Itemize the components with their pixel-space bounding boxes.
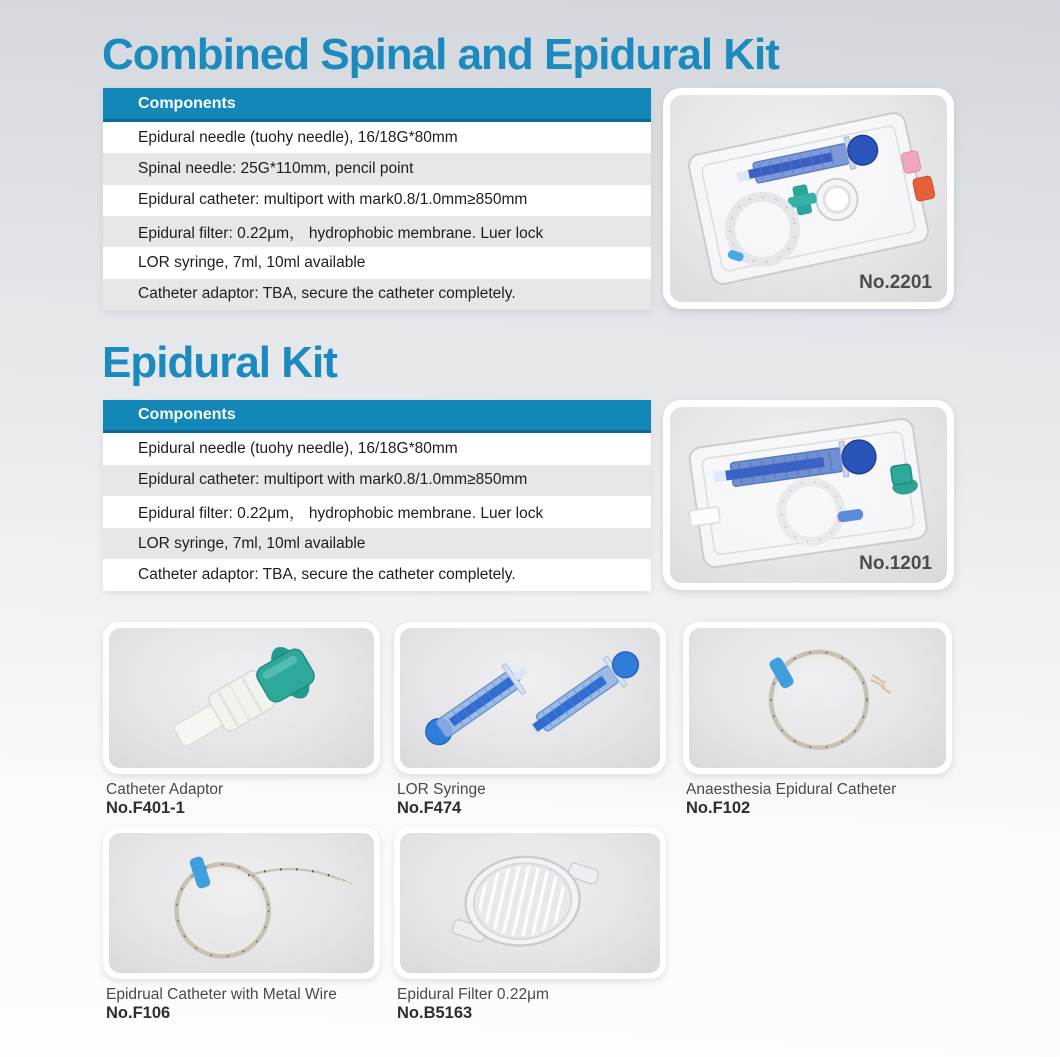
section-title-epidural-kit: Epidural Kit (102, 338, 337, 387)
catalog-item-code: No.F401-1 (106, 798, 185, 817)
catheter-adaptor-illustration (109, 628, 374, 768)
lor-syringe-photo (400, 628, 660, 768)
catalog-item-name: Epidural Filter 0.22μm (397, 986, 549, 1003)
components-table-rows (103, 433, 651, 591)
catalog-photo-card (103, 827, 380, 979)
table-row: Epidural catheter: multiport with mark0.8/1.0mm≥850mm (103, 185, 651, 216)
catalog-item-name: LOR Syringe (397, 781, 486, 798)
table-row: LOR syringe, 7ml, 10ml available (103, 528, 651, 560)
table-row: Epidural needle (tuohy needle), 16/18G*80mm (103, 122, 651, 153)
catalog-item-epidural-catheter (683, 622, 952, 818)
catheter-metal-wire-illustration (109, 833, 374, 973)
epidural-components-table (103, 400, 651, 591)
catalog-item-code: No.F106 (106, 1003, 171, 1022)
table-row: Epidural filter: 0.22μm， hydrophobic membrane. Luer lock (103, 216, 651, 247)
catalog-item-catheter-adaptor (103, 622, 380, 818)
needle-hub (689, 507, 721, 527)
pink-cap (901, 150, 922, 174)
cse-kit-photo-card (663, 88, 954, 309)
components-table-header: Components (103, 400, 651, 433)
catalog-item-code: No.F474 (397, 798, 462, 817)
metal-wire (248, 869, 351, 885)
lor-syringe-illustration (400, 628, 660, 768)
epidural-filter-photo (400, 833, 660, 973)
table-row: Catheter adaptor: TBA, secure the catheter completely. (103, 559, 651, 591)
syringe-illustration (522, 643, 646, 745)
table-row: Spinal needle: 25G*110mm, pencil point (103, 153, 651, 184)
catalog-item-name: Anaesthesia Epidural Catheter (686, 781, 897, 798)
catalog-item-code: No.F102 (686, 798, 751, 817)
catalog-item-epidural-filter (394, 827, 666, 1023)
catalog-photo-card (103, 622, 380, 774)
catalog-caption (683, 781, 952, 818)
catalog-photo-card (683, 622, 952, 774)
table-row: Epidural filter: 0.22μm， hydrophobic membrane. Luer lock (103, 496, 651, 528)
catheter-tip (870, 675, 890, 693)
catalog-photo-card (394, 827, 666, 979)
catalog-photo-card (394, 622, 666, 774)
catalog-item-name: Catheter Adaptor (106, 781, 224, 798)
cse-kit-illustration (670, 95, 947, 302)
epidural-catheter-photo (689, 628, 946, 768)
table-row: LOR syringe, 7ml, 10ml available (103, 247, 651, 278)
epidural-catheter-illustration (689, 628, 946, 768)
catalog-item-lor-syringe (394, 622, 666, 818)
epidural-kit-photo (670, 407, 947, 583)
product-code-label: No.1201 (859, 553, 932, 574)
catalog-item-code: No.B5163 (397, 1003, 473, 1022)
catalog-caption (103, 986, 380, 1023)
orange-cap (912, 176, 935, 202)
epidural-kit-photo-card (663, 400, 954, 590)
catalog-caption (394, 986, 666, 1023)
epidural-filter-illustration (400, 833, 660, 973)
catheter-metal-wire-photo (109, 833, 374, 973)
blister-tray (688, 418, 928, 569)
product-code-label: No.2201 (859, 272, 932, 293)
cse-kit-photo (670, 95, 947, 302)
table-row: Epidural needle (tuohy needle), 16/18G*80mm (103, 433, 651, 465)
syringe-illustration (418, 656, 536, 753)
catalog-caption (394, 781, 666, 818)
catalog-caption (103, 781, 380, 818)
catalog-item-catheter-metal-wire (103, 827, 380, 1023)
wire-tip (341, 880, 361, 890)
catalog-item-name: Epidrual Catheter with Metal Wire (106, 986, 337, 1003)
table-row: Epidural catheter: multiport with mark0.8/1.0mm≥850mm (103, 465, 651, 497)
table-row: Catheter adaptor: TBA, secure the catheter completely. (103, 279, 651, 310)
components-table-header: Components (103, 88, 651, 122)
components-table-rows (103, 122, 651, 310)
catheter-adaptor-photo (109, 628, 374, 768)
section-title-cse-kit: Combined Spinal and Epidural Kit (102, 30, 779, 79)
cse-components-table (103, 88, 651, 310)
